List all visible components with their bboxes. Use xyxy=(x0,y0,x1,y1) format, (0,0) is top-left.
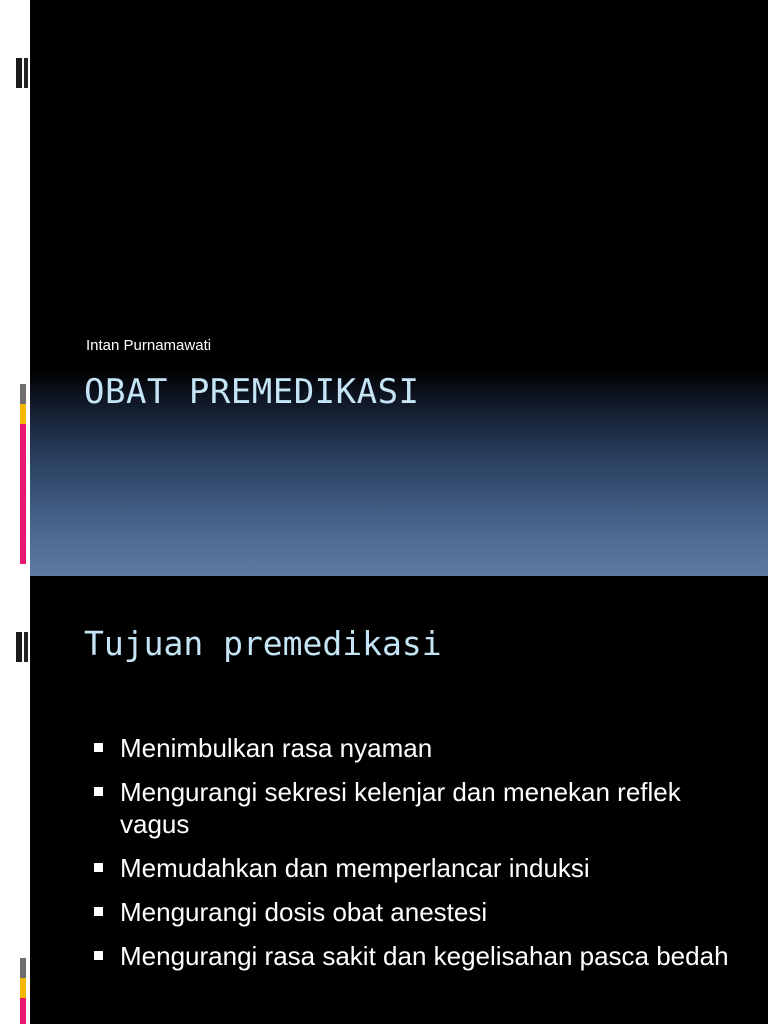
accent-bar-gray xyxy=(20,384,26,404)
square-bullet-icon xyxy=(94,907,103,916)
bullet-text: Menimbulkan rasa nyaman xyxy=(120,733,433,763)
square-bullet-icon xyxy=(94,863,103,872)
slide-marker xyxy=(16,58,22,88)
bullet-item xyxy=(92,776,742,840)
left-margin-strip xyxy=(0,0,30,1024)
square-bullet-icon xyxy=(94,951,103,960)
accent-bar-gold xyxy=(20,404,26,424)
accent-bar-pink xyxy=(20,998,26,1024)
slide-marker xyxy=(24,632,28,662)
square-bullet-icon xyxy=(94,743,103,752)
accent-bar-gold xyxy=(20,978,26,998)
title-slide xyxy=(30,0,768,576)
bullet-text: Memudahkan dan memperlancar induksi xyxy=(120,853,590,883)
bullet-item xyxy=(92,732,742,764)
slide-title: OBAT PREMEDIKASI xyxy=(84,372,420,412)
bullet-text: Mengurangi rasa sakit dan kegelisahan pasca bedah xyxy=(120,941,729,971)
bullet-item xyxy=(92,852,742,884)
bullet-list xyxy=(92,732,742,984)
slide-marker xyxy=(16,632,22,662)
slide-marker xyxy=(24,58,28,88)
slide-heading: Tujuan premedikasi xyxy=(84,624,442,663)
bullet-text: Mengurangi dosis obat anestesi xyxy=(120,897,488,927)
accent-bar-gray xyxy=(20,958,26,978)
bullet-text: Mengurangi sekresi kelenjar dan menekan reflek vagus xyxy=(120,777,681,839)
bullet-item xyxy=(92,896,742,928)
author-name: Intan Purnamawati xyxy=(86,337,212,354)
bullet-item xyxy=(92,940,742,972)
content-slide xyxy=(30,576,768,1024)
accent-bar-pink xyxy=(20,424,26,564)
square-bullet-icon xyxy=(94,787,103,796)
